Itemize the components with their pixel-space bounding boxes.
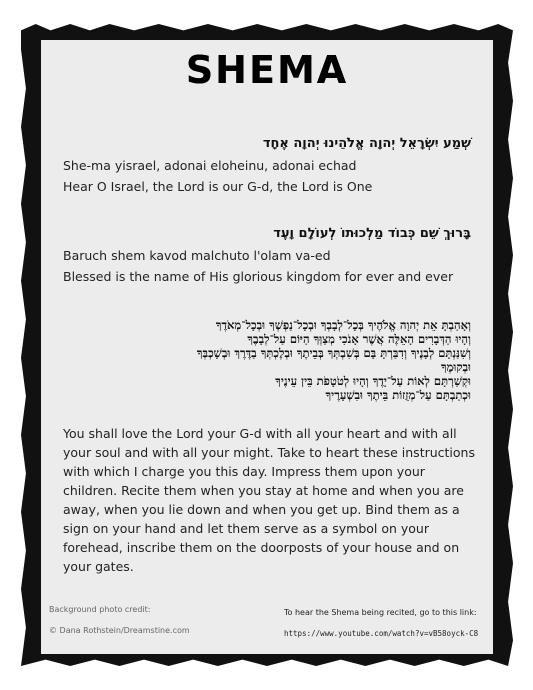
verse2-hebrew: בָּרוּךְ שֵׁם כְּבוֹד מַלְכוּתוֹ לְעוֹלָם וָעֶד [273,226,471,241]
verse1-hebrew: שְׁמַע יִשְׂרָאֵל יְהוָה אֱלֹהֵינוּ יְהוָה אֶחָד [262,136,471,151]
hebrew-line: וּקְשַׁרְתָּם לְאוֹת עַל־יָדֶךָ וְהָיוּ לְטֹטָפֹת בֵּין עֵינֶיךָ [275,374,471,388]
photo-credit-label: Background photo credit: [49,605,151,614]
hebrew-line: וּכְתַבְתָּם עַל־מְזֻזוֹת בֵּיתֶךָ וּבִשְׁעָרֶיךָ [325,388,471,402]
photo-credit-name: © Dana Rothstein/Dreamstine.com [49,626,190,635]
youtube-link[interactable]: https://www.youtube.com/watch?v=vB58oyck-C8 [284,629,479,638]
verse1-transliteration: She-ma yisrael, adonai eloheinu, adonai echad [63,158,357,173]
verse2-translation: Blessed is the name of His glorious kingdom for ever and ever [63,269,454,284]
english-paragraph: You shall love the Lord your G-d with all your heart and with all your soul and with all your might. Take to heart these instructions with which I charge you this day. Impress them upon your children. Recite them when you stay at home and when you are away, when you lie down and when you get up. Bind them as a sign on your hand and let them serve as a symbol on your forehead, inscribe them on the doorposts of your house and on your gates. [63,426,475,574]
hebrew-line: וְאָהַבְתָּ אֵת יְהוָה אֱלֹהֶיךָ בְּכָל־לְבָבְךָ וּבְכָל־נַפְשְׁךָ וּבְכָל־מְאֹדֶךָ [215,318,471,332]
verse2-transliteration: Baruch shem kavod malchuto l'olam va-ed [63,248,331,263]
link-note: To hear the Shema being recited, go to this link: [284,608,477,617]
hebrew-line: וּבְקוּמֶךָ [440,360,471,374]
hebrew-line: וְשִׁנַּנְתָּם לְבָנֶיךָ וְדִבַּרְתָּ בָּם בְּשִׁבְתְּךָ בְּבֵיתֶךָ וּבְלֶכְתְּךָ בַדֶּרֶךְ וּבְשָׁכְבְּךָ [196,346,471,360]
verse1-translation: Hear O Israel, the Lord is our G-d, the Lord is One [63,179,373,194]
page-title: SHEMA [185,48,349,92]
content-panel [41,40,493,654]
hebrew-line: וְהָיוּ הַדְּבָרִים הָאֵלֶּה אֲשֶׁר אָנֹכִי מְצַוְּךָ הַיּוֹם עַל־לְבָבֶךָ [247,332,471,346]
hebrew-paragraph [51,318,471,402]
